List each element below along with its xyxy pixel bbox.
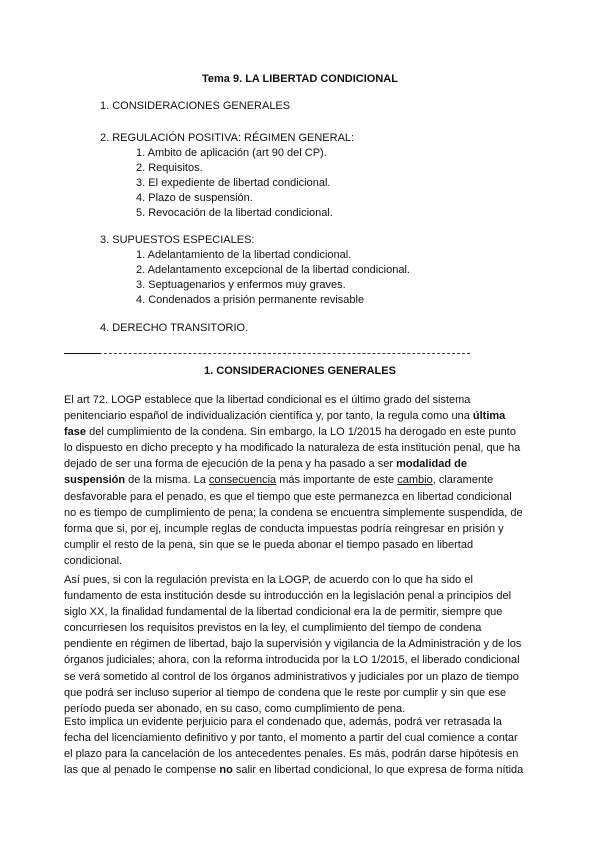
- toc-section-1: 1. CONSIDERACIONES GENERALES: [100, 100, 291, 112]
- toc-item: 5. Revocación de la libertad condicional.: [136, 207, 333, 219]
- toc-item: 2. Requisitos.: [136, 162, 203, 174]
- toc-item: 3. Septuagenarios y enfermos muy graves.: [136, 279, 346, 291]
- toc-item: 2. Adelantamento excepcional de la libertad condicional.: [136, 264, 410, 276]
- document-title: Tema 9. LA LIBERTAD CONDICIONAL: [202, 73, 398, 85]
- divider: [64, 353, 470, 354]
- toc-item: 4. Plazo de suspensión.: [136, 192, 253, 204]
- paragraph-3: Esto implica un evidente perjuicio para el condenado que, además, podrá ver retrasada la fecha del licenciamiento definitivo y por tanto, el momento a partir del cual comience a contar el plazo para la cancelación de los antecedentes penales. Es más, podrán darse hipótesis en las que al penado le compense no salir en libertad condicional, lo que expresa de forma nítida: [64, 716, 524, 777]
- toc-item: 4. Condenados a prisión permanente revisable: [136, 294, 365, 306]
- toc-item: 1. Adelantamiento de la libertad condicional.: [136, 249, 352, 261]
- paragraph-2: Así pues, si con la regulación prevista en la LOGP, de acuerdo con lo que ha sido el fundamento de esta institución desde su introducción en la legislación penal a principios del siglo XX, la finalidad fundamental de la libertad condicional era la de permitir, siempre que concurriesen los requisitos previstos en la ley, el cumplimiento del tiempo de condena pendiente en régimen de libertad, bajo la supervisión y vigilancia de la Administración y de los órganos judiciales; ahora, con la reforma introducida por la LO 1/2015, el liberado condicional se verá sometido al control de los órganos administrativos y judiciales por un plazo de tiempo que podrá ser incluso superior al tiempo de condena que le reste por cumplir y sin que ese período pueda ser abonado, en su caso, como cumplimiento de pena.: [64, 574, 522, 715]
- toc-section-2: 2. REGULACIÓN POSITIVA: RÉGIMEN GENERAL:: [100, 132, 355, 144]
- paragraph-1: El art 72. LOGP establece que la libertad condicional es el último grado del sistema penitenciario español de individualización científica y, por tanto, la regula como una última fase del cumplimiento de la condena. Sin embargo, la LO 1/2015 ha derogado en este punto lo dispuesto en dicho precepto y ha modificado la naturaleza de esta institución penal, que ha dejado de ser una forma de ejecución de la pena y ha pasado a ser modalidad de suspensión de la misma. La consecuencia más importante de este cambio, claramente desfavorable para el penado, es que el tiempo que este permanezca en libertad condicional no es tiempo de cumplimiento de pena; la condena se encuentra simplemente suspendida, de forma que si, por ej, incumple reglas de conducta impuestas podría reingresar en prisión y cumplir el resto de la pena, sin que se le pueda abonar el tiempo pasado en libertad condicional.: [64, 394, 523, 567]
- toc-section-3: 3. SUPUESTOS ESPECIALES:: [100, 234, 255, 246]
- toc-section-4: 4. DERECHO TRANSITORIO.: [100, 322, 249, 334]
- section-heading: 1. CONSIDERACIONES GENERALES: [204, 365, 396, 377]
- toc-item: 1. Ambito de aplicación (art 90 del CP).: [136, 147, 327, 159]
- toc-item: 3. El expediente de libertad condicional.: [136, 177, 331, 189]
- divider-start: [64, 353, 100, 354]
